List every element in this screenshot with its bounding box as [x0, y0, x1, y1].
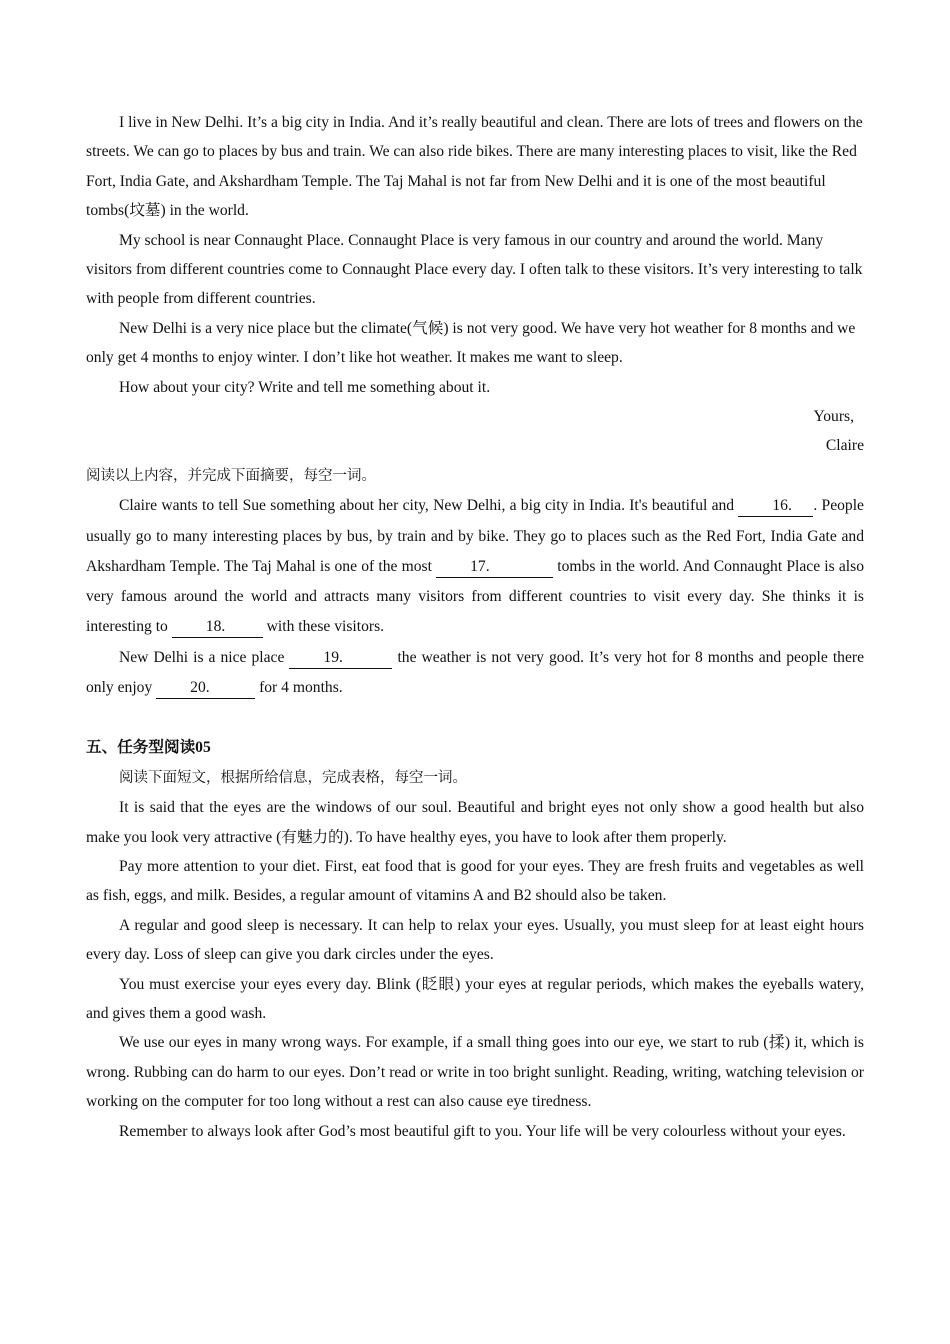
summary-paragraph-1: Claire wants to tell Sue something about her city, New Delhi, a big city in India. It's beautiful and 16. . People usually go to many interesting places by bus, by train and by bike. They go to places such as the Red Fort, India Gate and Akshardham Temple. The Taj Mahal is one of the most 17. tombs in the world. And Connaught Place is also very famous around the world and attracts many visitors from different countries to visit every day. She thinks it is interesting to 18. with these visitors.: [86, 491, 864, 642]
letter-paragraph-4: How about your city? Write and tell me something about it.: [119, 378, 491, 396]
letter-paragraph-3: New Delhi is a very nice place but the climate(气候) is not very good. We have very hot weather for 8 months and we only get 4 months to enjoy winter. I don’t like hot weather. It makes me want to sleep.: [86, 319, 856, 367]
passage-paragraph-4: You must exercise your eyes every day. Blink (眨眼) your eyes at regular periods, which makes the eyeballs watery, and gives them a good wash.: [86, 975, 864, 1023]
answer-blank-18[interactable]: 18.: [172, 617, 263, 638]
summary-instruction: 阅读以上内容，并完成下面摘要，每空一词。: [86, 467, 376, 484]
summary-paragraph-2: New Delhi is a nice place 19. the weather is not very good. It’s very hot for 8 months and people there only enjoy 20. for 4 months.: [86, 643, 864, 704]
passage-paragraph-5: We use our eyes in many wrong ways. For example, if a small thing goes into our eye, we start to rub (揉) it, which is wrong. Rubbing can do harm to our eyes. Don’t read or write in too bright sunlight. Reading, writing, watching television or working on the computer for too long without a rest can also cause eye tiredness.: [86, 1034, 864, 1111]
letter-closing: Yours,: [813, 408, 854, 426]
section-spacer: [86, 703, 864, 733]
answer-blank-19[interactable]: 19.: [289, 648, 392, 669]
passage-paragraph-1: It is said that the eyes are the windows of our soul. Beautiful and bright eyes not only show a good health but also make you look very attractive (有魅力的). To have healthy eyes, you have to look after them properly.: [86, 799, 864, 846]
document-page: [86, 108, 864, 1146]
letter-paragraph-2: My school is near Connaught Place. Connaught Place is very famous in our country and around the world. Many visitors from different countries come to Connaught Place every day. I often talk to these visitors. It’s very interesting to talk with people from different countries.: [86, 231, 863, 308]
passage-paragraph-6: Remember to always look after God’s most beautiful gift to you. Your life will be very colourless without your eyes.: [119, 1122, 846, 1140]
answer-blank-20[interactable]: 20.: [156, 678, 255, 699]
section-instruction: 阅读下面短文，根据所给信息，完成表格，每空一词。: [119, 769, 467, 786]
section-heading: 五、任务型阅读05: [86, 739, 211, 757]
letter-paragraph-1: I live in New Delhi. It’s a big city in India. And it’s really beautiful and clean. There are lots of trees and flowers on the streets. We can go to places by bus and train. We can also ride bikes. There are many interesting places to visit, like the Red Fort, India Gate, and Akshardham Temple. The Taj Mahal is not far from New Delhi and it is one of the most beautiful tombs(坟墓) in the world.: [86, 114, 863, 220]
letter-signature: Claire: [825, 437, 864, 455]
passage-paragraph-2: Pay more attention to your diet. First, eat food that is good for your eyes. They are fresh fruits and vegetables as well as fish, eggs, and milk. Besides, a regular amount of vitamins A and B2 should also be taken.: [86, 857, 864, 905]
passage-paragraph-3: A regular and good sleep is necessary. It can help to relax your eyes. Usually, you must sleep for at least eight hours every day. Loss of sleep can give you dark circles under the eyes.: [86, 916, 864, 964]
answer-blank-16[interactable]: 16.: [738, 496, 813, 517]
answer-blank-17[interactable]: 17.: [436, 557, 553, 578]
